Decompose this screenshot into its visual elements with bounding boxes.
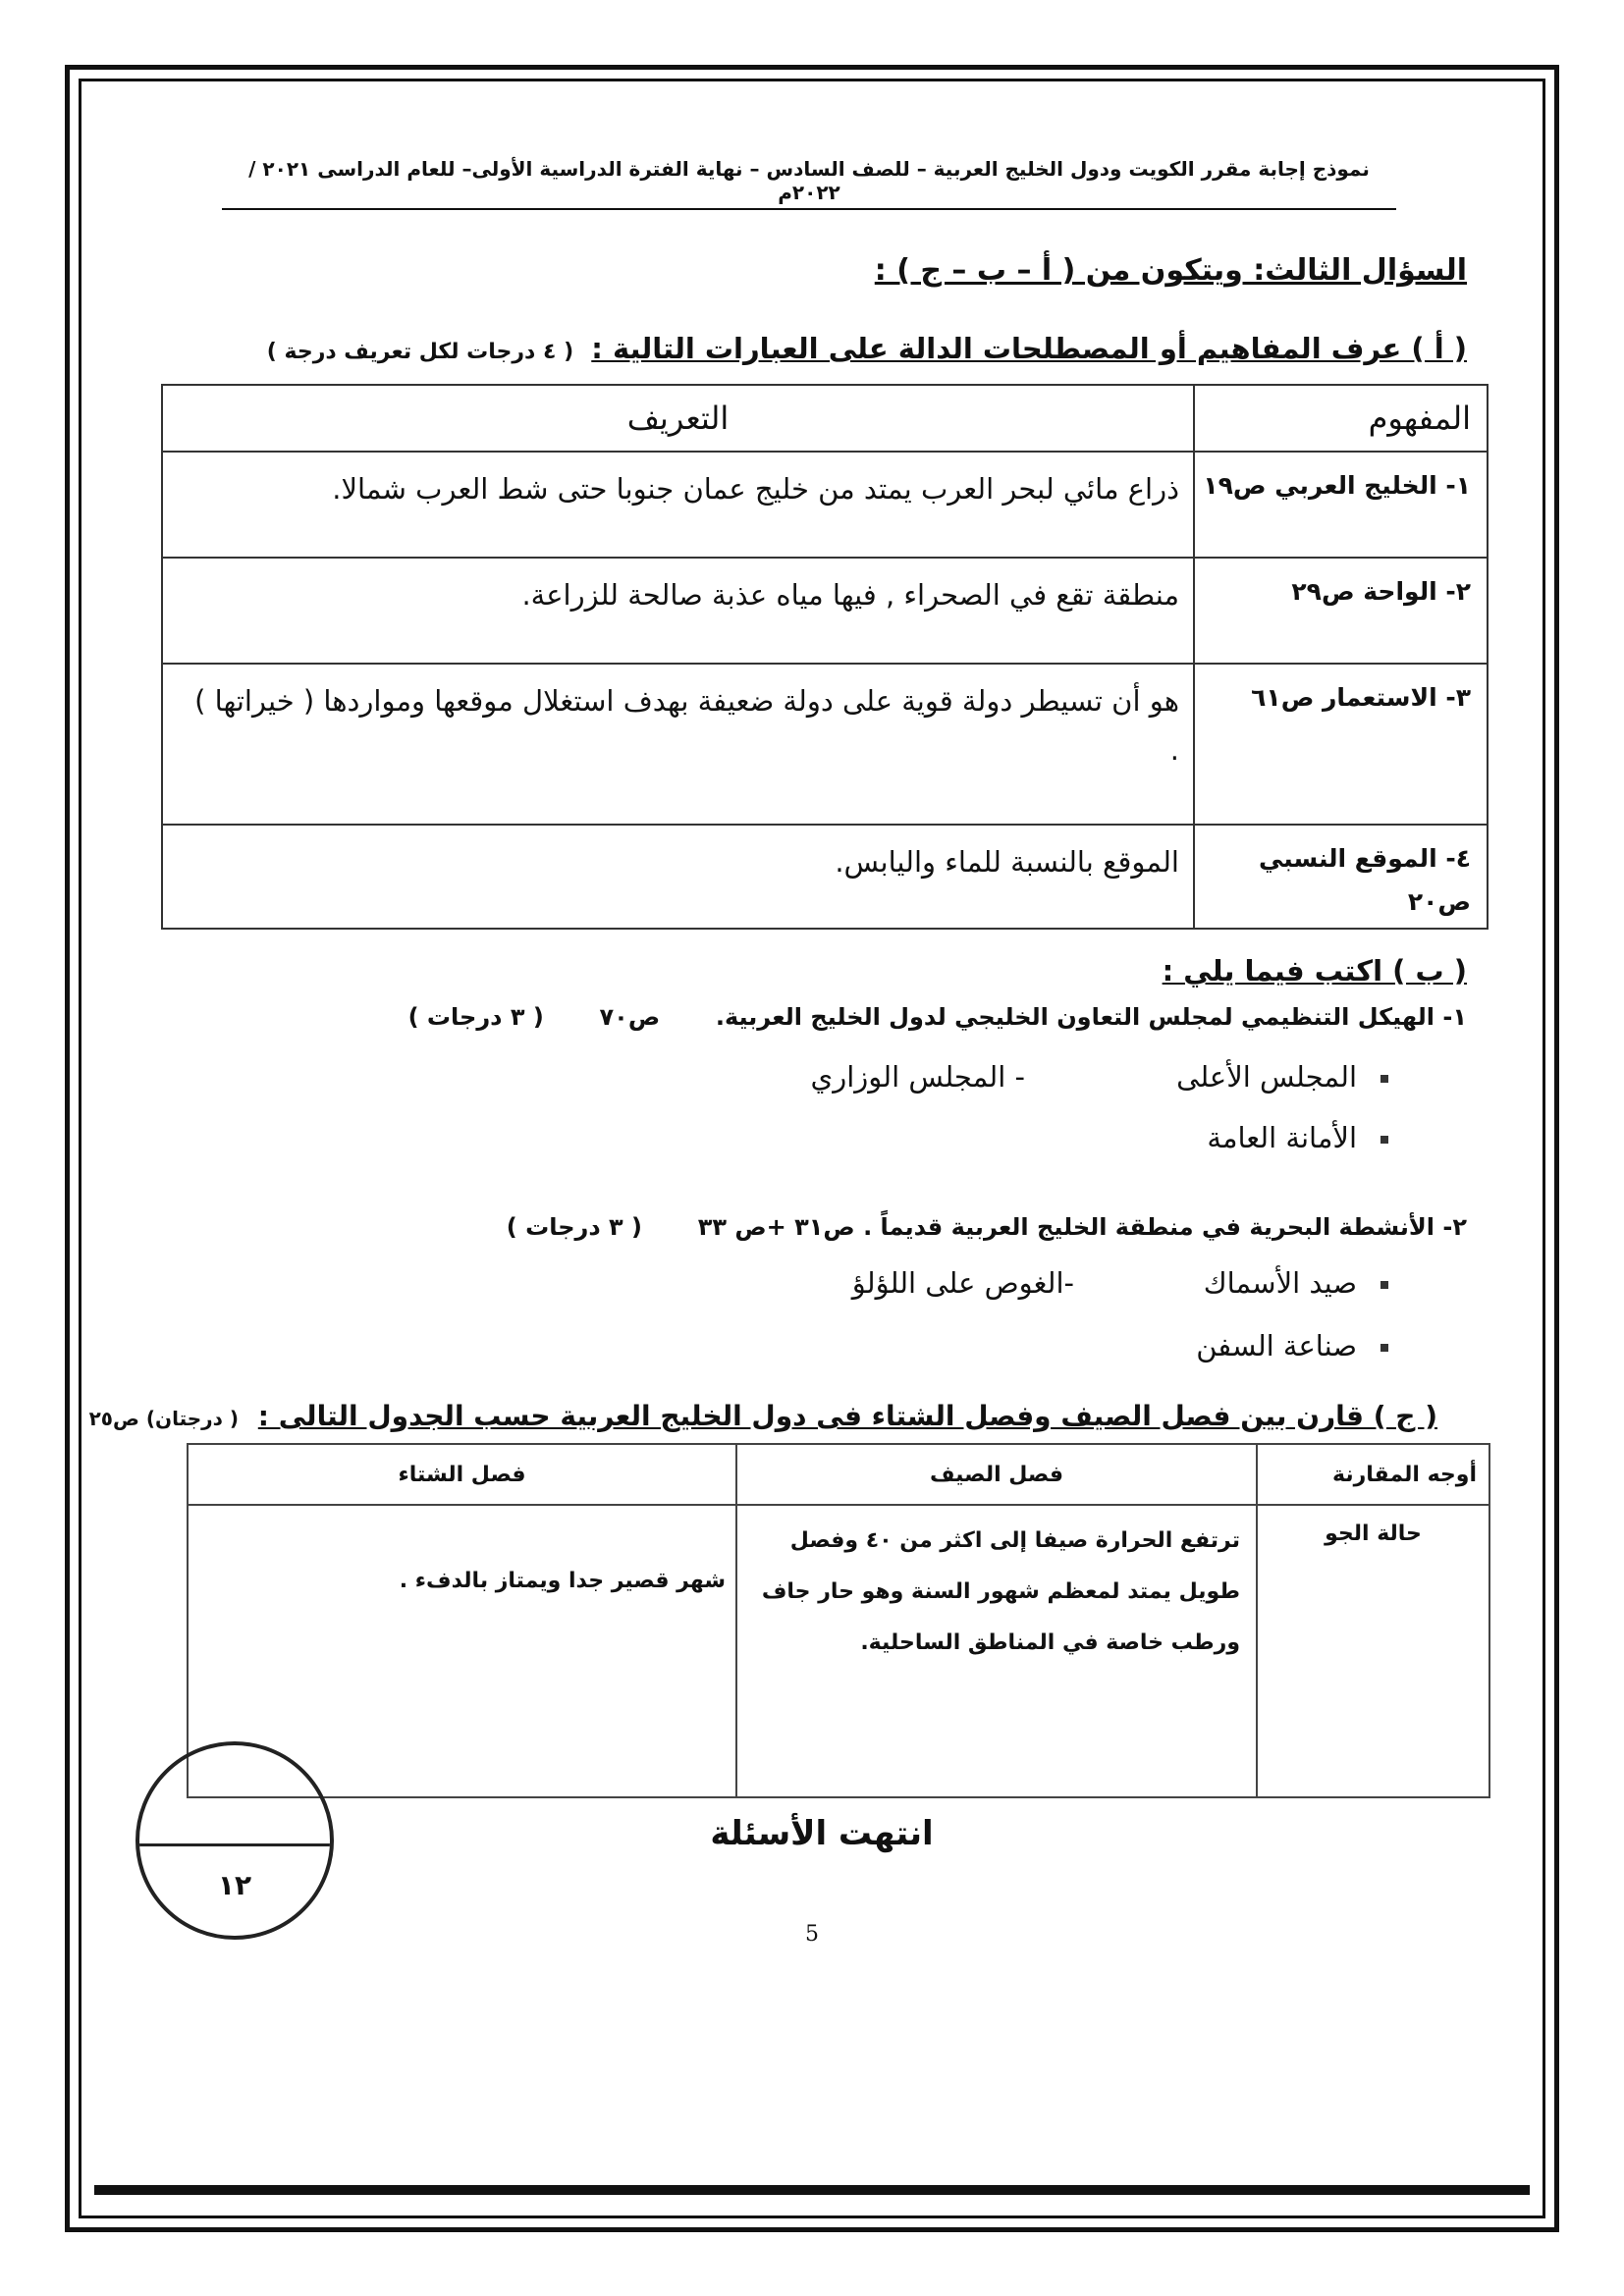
bullet-icon bbox=[1380, 1281, 1388, 1289]
section-c-title: ( ج ) قارن بين فصل الصيف وفصل الشتاء فى دول الخليج العربية حسب الجدول التالى : bbox=[257, 1400, 1437, 1432]
page-number: 5 bbox=[805, 1922, 819, 1947]
definition-cell: الموقع بالنسبة للماء واليابس. bbox=[162, 825, 1194, 929]
concept-cell: ٤- الموقع النسبي ص٢٠ bbox=[1194, 825, 1488, 929]
table-row bbox=[162, 664, 1488, 825]
section-b-item-1 bbox=[408, 1003, 1467, 1031]
section-a-marks: ( ٤ درجات لكل تعريف درجة ) bbox=[266, 340, 574, 364]
winter-cell: شهر قصير جدا ويمتاز بالدفء . bbox=[188, 1505, 736, 1797]
definition-header: التعريف bbox=[162, 385, 1194, 452]
table-row bbox=[188, 1505, 1489, 1797]
table-row bbox=[162, 558, 1488, 664]
exam-header: نموذج إجابة مقرر الكويت ودول الخليج العربية – للصف السادس – نهاية الفترة الدراسية الأولى– للعام الدراسى ٢٠٢١ / ٢٠٢٢م bbox=[222, 157, 1396, 210]
concept-cell: ١- الخليج العربي ص١٩ bbox=[1194, 452, 1488, 558]
winter-header: فصل الشتاء bbox=[188, 1444, 736, 1505]
section-c-marks: ( درجتان) ص٢٥ bbox=[88, 1407, 240, 1430]
section-a-heading bbox=[267, 332, 1467, 365]
item-1-page: ص٧٠ bbox=[599, 1003, 661, 1031]
list-item: الأمانة العامة bbox=[1207, 1121, 1388, 1154]
definition-cell: منطقة تقع في الصحراء , فيها مياه عذبة صالحة للزراعة. bbox=[162, 558, 1194, 664]
item-1-marks: ( ٣ درجات ) bbox=[407, 1003, 544, 1031]
list-item: صناعة السفن bbox=[1196, 1329, 1388, 1362]
definitions-table bbox=[161, 384, 1489, 930]
section-b-item-2 bbox=[507, 1213, 1467, 1241]
bullet-icon bbox=[1380, 1344, 1388, 1352]
item-1-text: ١- الهيكل التنظيمي لمجلس التعاون الخليجي لدول الخليج العربية. bbox=[715, 1003, 1467, 1031]
table-row bbox=[162, 452, 1488, 558]
list-item: -الغوص على اللؤلؤ bbox=[851, 1266, 1074, 1300]
definition-cell: هو أن تسيطر دولة قوية على دولة ضعيفة بهدف استغلال موقعها ومواردها ( خيراتها ) . bbox=[162, 664, 1194, 825]
aspect-cell: حالة الجو bbox=[1257, 1505, 1489, 1797]
concept-cell: ٣- الاستعمار ص٦١ bbox=[1194, 664, 1488, 825]
item-2-marks: ( ٣ درجات ) bbox=[506, 1213, 642, 1241]
comparison-table bbox=[187, 1443, 1490, 1798]
section-c-heading bbox=[89, 1400, 1437, 1432]
list-item: صيد الأسماك bbox=[1204, 1266, 1388, 1300]
definition-cell: ذراع مائي لبحر العرب يمتد من خليج عمان جنوبا حتى شط العرب شمالا. bbox=[162, 452, 1194, 558]
end-of-questions: انتهت الأسئلة bbox=[710, 1814, 934, 1853]
question-title: السؤال الثالث: ويتكون من ( أ – ب – ج ) : bbox=[874, 253, 1467, 288]
item-2-text: ٢- الأنشطة البحرية في منطقة الخليج العربية قديماً . ص٣١ +ص ٣٣ bbox=[697, 1213, 1467, 1241]
bullet-icon bbox=[1380, 1075, 1388, 1083]
concept-cell: ٢- الواحة ص٢٩ bbox=[1194, 558, 1488, 664]
summer-cell: ترتفع الحرارة صيفا إلى اكثر من ٤٠ وفصل طويل يمتد لمعظم شهور السنة وهو حار جاف ورطب خاصة في المناطق الساحلية. bbox=[736, 1505, 1257, 1797]
bullet-icon bbox=[1380, 1136, 1388, 1144]
concept-header: المفهوم bbox=[1194, 385, 1488, 452]
section-a-title: ( أ ) عرف المفاهيم أو المصطلحات الدالة على العبارات التالية : bbox=[591, 332, 1467, 365]
definitions-header-row bbox=[162, 385, 1488, 452]
table-row bbox=[162, 825, 1488, 929]
score-value: ١٢ bbox=[217, 1869, 252, 1901]
aspect-header: أوجه المقارنة bbox=[1257, 1444, 1489, 1505]
bottom-divider bbox=[94, 2185, 1530, 2195]
summer-header: فصل الصيف bbox=[736, 1444, 1257, 1505]
list-item: - المجلس الوزاري bbox=[810, 1060, 1025, 1094]
comparison-header-row bbox=[188, 1444, 1489, 1505]
section-b-title: ( ب ) اكتب فيما يلي : bbox=[1162, 954, 1467, 988]
list-item: المجلس الأعلى bbox=[1176, 1060, 1388, 1094]
